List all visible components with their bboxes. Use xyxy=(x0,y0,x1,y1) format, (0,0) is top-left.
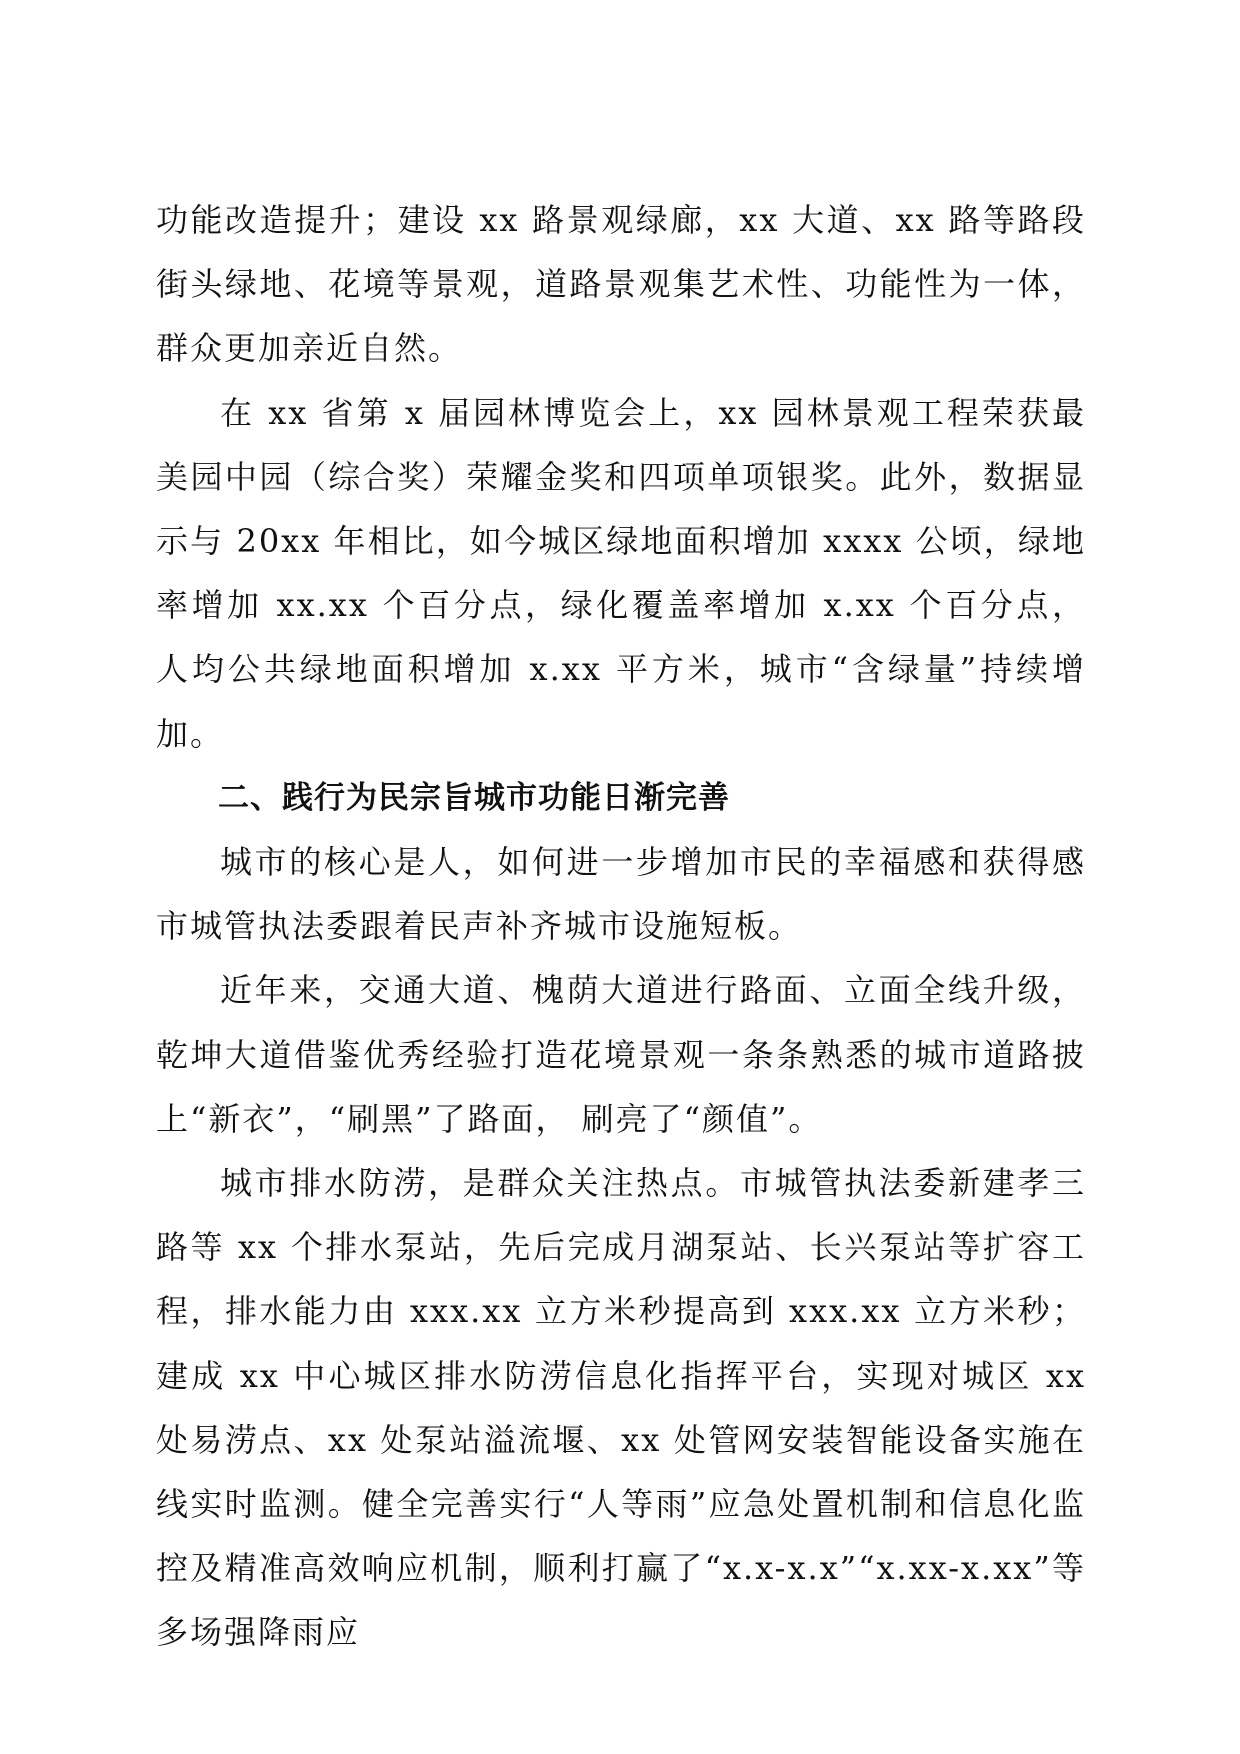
paragraph-road-upgrade: 近年来，交通大道、槐荫大道进行路面、立面全线升级，乾坤大道借鉴优秀经验打造花境景观一条条熟悉的城市道路披上“新衣”，“刷黑”了路面， 刷亮了“颜值”。 xyxy=(156,971,1086,1138)
document-body xyxy=(156,188,1086,1665)
section-heading: 二、践行为民宗旨城市功能日渐完善 xyxy=(218,779,730,816)
paragraph-drainage: 城市排水防涝，是群众关注热点。市城管执法委新建孝三路等 xx 个排水泵站，先后完成月湖泵站、长兴泵站等扩容工程，排水能力由 xxx.xx 立方米秒提高到 xxx.xx 立方米秒；建成 xx 中心城区排水防涝信息化指挥平台，实现对城区 xx 处易涝点、xx 处泵站溢流堰、xx 处管网安装智能设备实施在线实时监测。健全完善实行“人等雨”应急处置机制和信息化监控及精准高效响应机制，顺利打赢了“x.x-x.x”“x.xx-x.xx”等多场强降雨应 xyxy=(156,1164,1086,1652)
paragraph-garden-expo: 在 xx 省第 x 届园林博览会上，xx 园林景观工程荣获最美园中园（综合奖）荣耀金奖和四项单项银奖。此外，数据显示与 20xx 年相比，如今城区绿地面积增加 xxxx 公顷，绿地率增加 xx.xx 个百分点，绿化覆盖率增加 x.xx 个百分点， 人均公共绿地面积增加 x.xx 平方米，城市“含绿量”持续增加。 xyxy=(156,393,1086,753)
paragraph-continued: 功能改造提升；建设 xx 路景观绿廊，xx 大道、xx 路等路段街头绿地、花境等景观，道路景观集艺术性、功能性为一体，群众更加亲近自然。 xyxy=(156,201,1086,368)
paragraph-city-core: 城市的核心是人，如何进一步增加市民的幸福感和获得感市城管执法委跟着民声补齐城市设施短板。 xyxy=(156,843,1086,946)
